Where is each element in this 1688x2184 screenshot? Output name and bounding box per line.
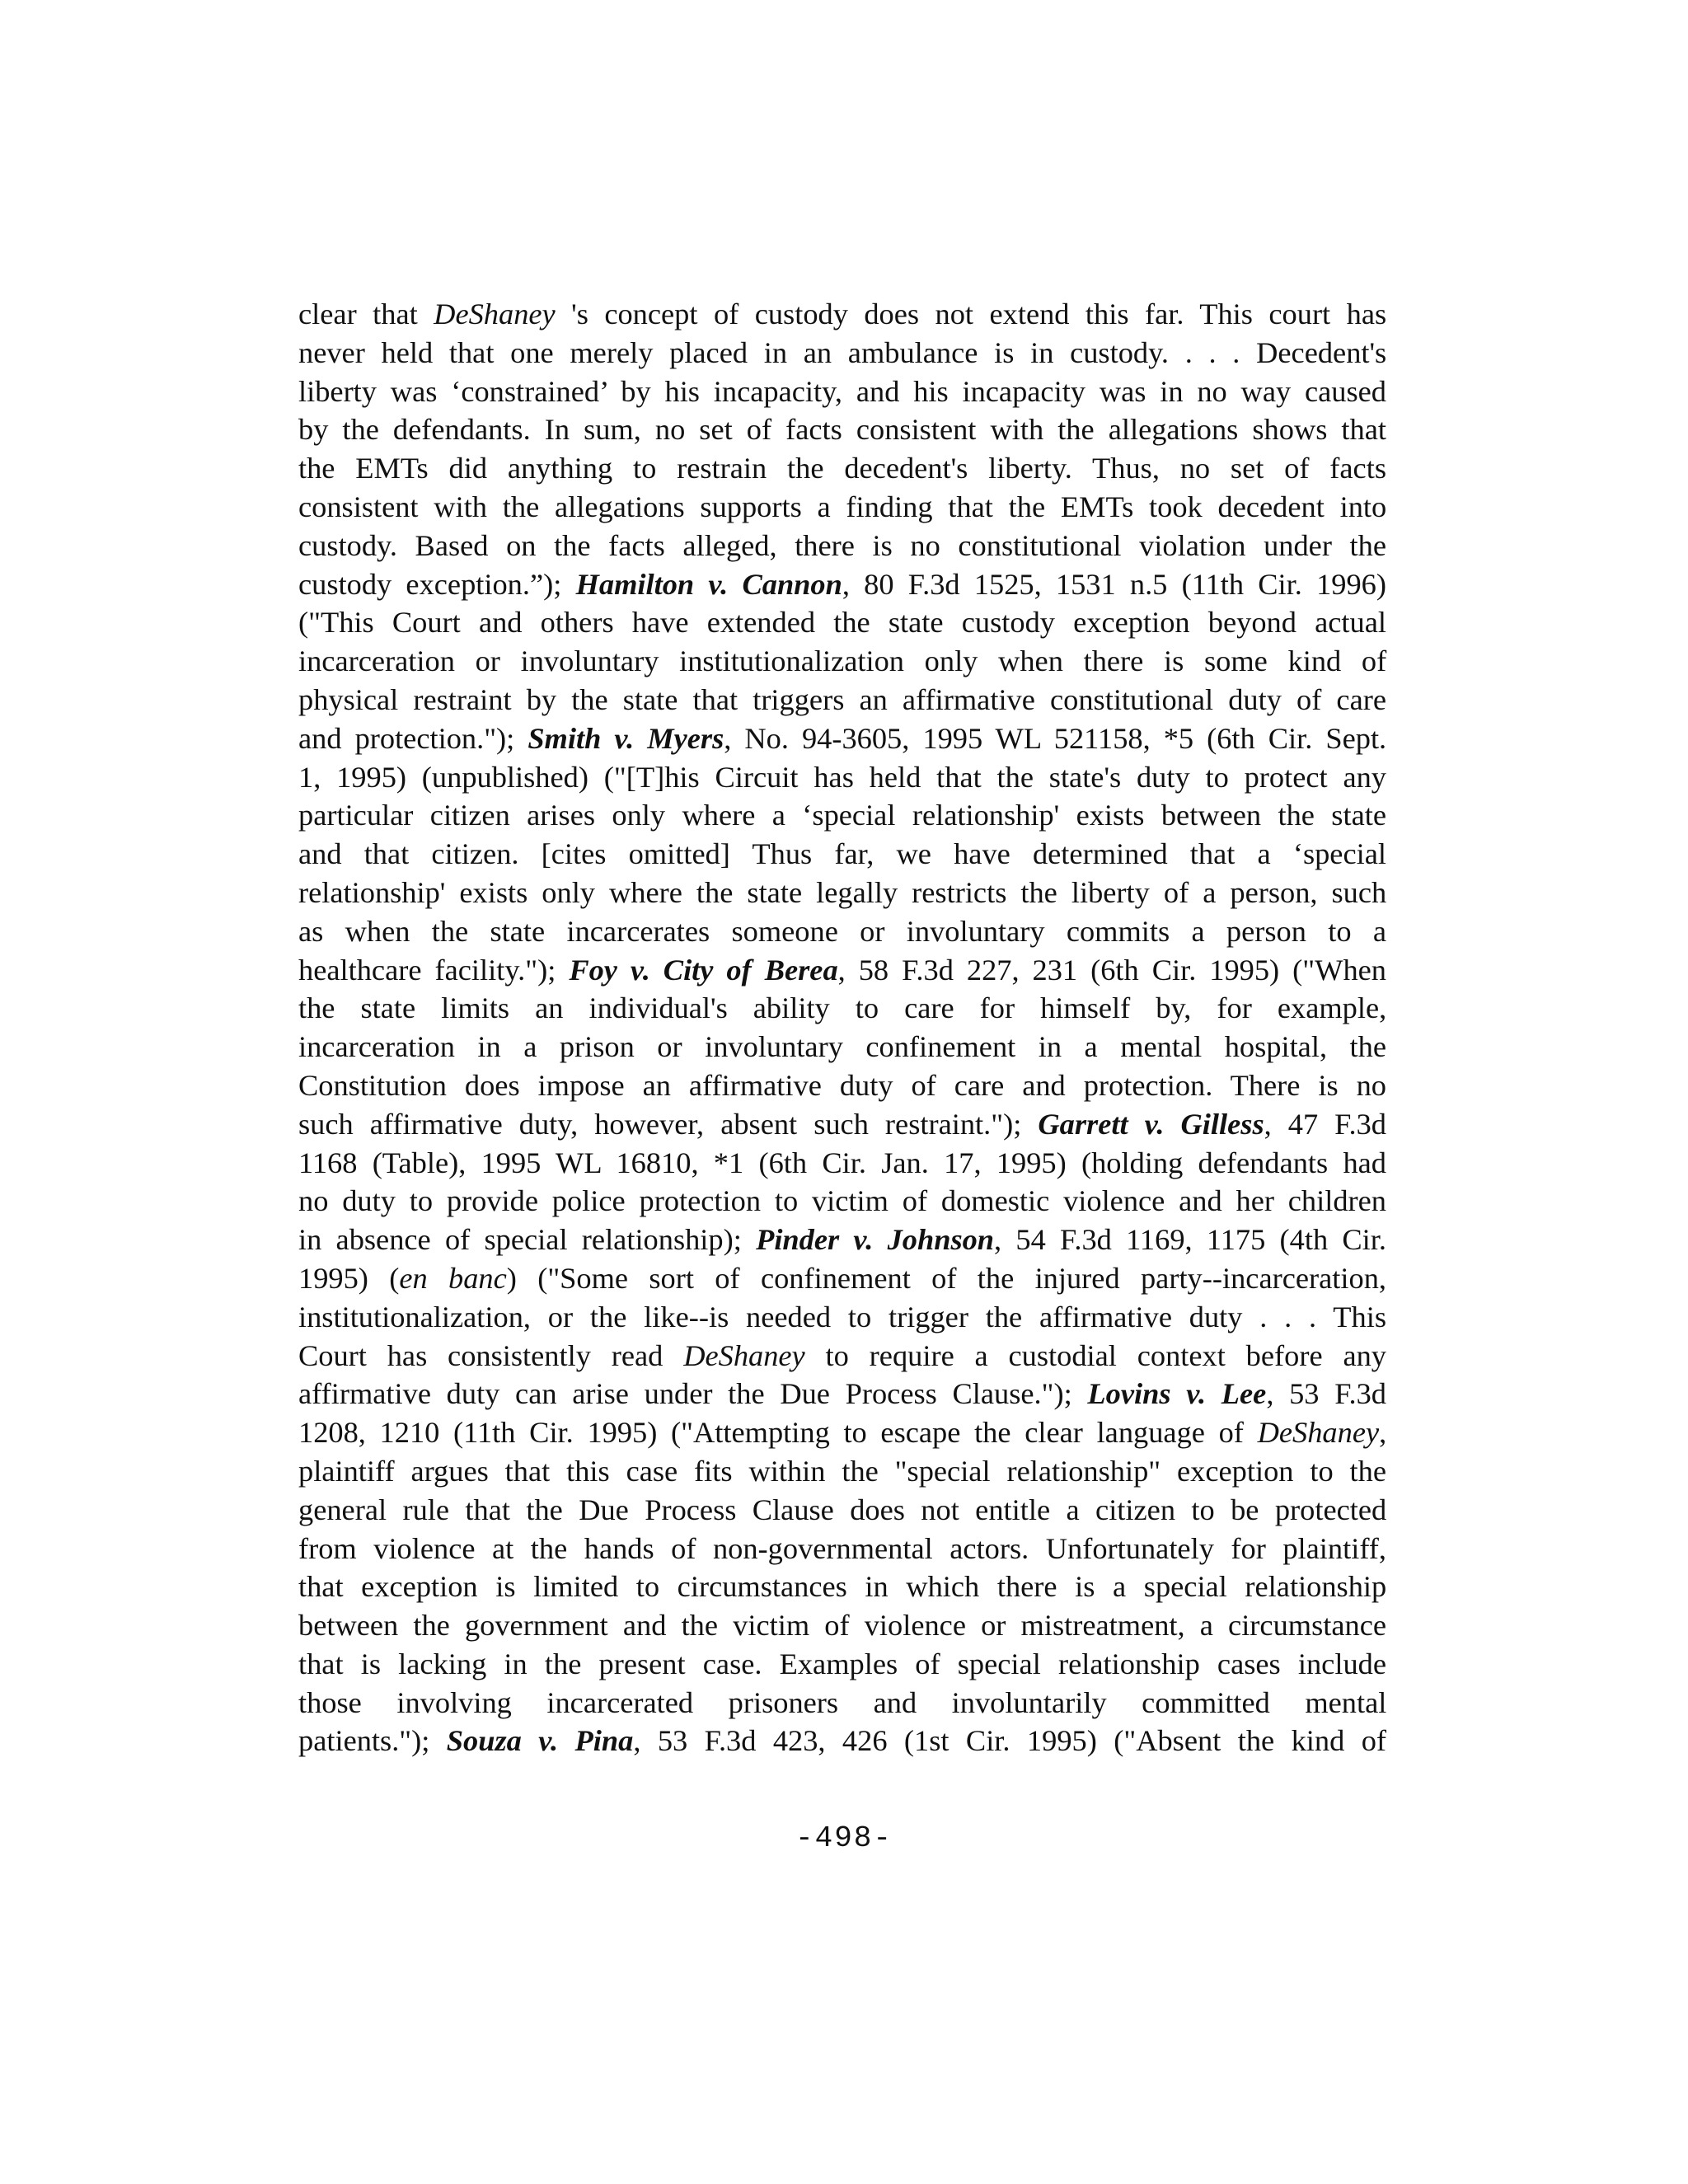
text-segment: custody exception.”);: [298, 567, 576, 601]
text-segment: that exception is limited to circumstances in which there is a special relationship: [298, 1570, 1387, 1604]
text-segment: those involving incarcerated prisoners and involuntarily committed mental: [298, 1685, 1387, 1719]
text-line: [298, 1413, 1386, 1452]
text-line: [298, 1568, 1386, 1606]
text-line: [298, 989, 1386, 1028]
text-segment: no duty to provide police protection to victim of domestic violence and her children: [298, 1184, 1386, 1218]
text-segment: physical restraint by the state that triggers an affirmative constitutional duty of care: [298, 682, 1386, 716]
text-line: [298, 1722, 1386, 1760]
text-segment: and protection.");: [298, 721, 528, 755]
body-text: [298, 295, 1386, 1760]
case-name: Souza v. Pina: [446, 1724, 634, 1758]
text-segment: ) ("Some sort of confinement of the injured party--incarceration,: [506, 1261, 1386, 1295]
text-line: [298, 796, 1386, 835]
text-line: [298, 835, 1386, 874]
case-name: Garrett v. Gilless: [1038, 1107, 1264, 1141]
text-segment: , No. 94-3605, 1995 WL 521158, *5 (6th Cir. Sept.: [724, 721, 1387, 755]
text-segment: , 58 F.3d 227, 231 (6th Cir. 1995) ("When: [837, 953, 1387, 987]
text-line: [298, 951, 1386, 990]
text-line: [298, 1375, 1386, 1413]
text-segment: , 53 F.3d 423, 426 (1st Cir. 1995) ("Absent the kind of: [633, 1724, 1387, 1758]
text-line: [298, 410, 1386, 449]
text-segment: relationship' exists only where the state legally restricts the liberty of a person, such: [298, 875, 1387, 909]
text-line: [298, 719, 1386, 758]
text-line: [298, 1028, 1386, 1066]
page-number: -498-: [795, 1821, 893, 1855]
text-line: [298, 527, 1386, 565]
text-segment: consistent with the allegations supports a finding that the EMTs took decedent into: [298, 490, 1387, 523]
text-segment: liberty was ‘constrained’ by his incapacity, and his incapacity was in no way caused: [298, 374, 1386, 408]
text-line: [298, 603, 1386, 642]
text-segment: to require a custodial context before any: [804, 1338, 1386, 1372]
text-segment: between the government and the victim of violence or mistreatment, a circumstance: [298, 1609, 1386, 1643]
text-segment: 1, 1995) (unpublished) ("[T]his Circuit has held that the state's duty to protect any: [298, 760, 1386, 794]
text-segment: , 47 F.3d: [1264, 1107, 1386, 1141]
text-line: [298, 1452, 1386, 1491]
text-line: [298, 1105, 1386, 1144]
text-segment: , 53 F.3d: [1266, 1377, 1387, 1411]
text-line: [298, 1182, 1386, 1221]
text-segment: ,: [1379, 1416, 1387, 1450]
text-segment: in absence of special relationship);: [298, 1223, 757, 1257]
text-segment: general rule that the Due Process Clause does not entitle a citizen to be protected: [298, 1493, 1387, 1526]
text-segment: from violence at the hands of non-governmental actors. Unfortunately for plaintiff,: [298, 1531, 1386, 1565]
text-segment: Court has consistently read: [298, 1338, 684, 1372]
text-segment: incarceration in a prison or involuntary confinement in a mental hospital, the: [298, 1030, 1386, 1064]
text-line: [298, 1066, 1386, 1105]
text-segment: ("This Court and others have extended the state custody exception beyond actual: [298, 606, 1386, 640]
text-line: [298, 1221, 1386, 1259]
text-line: [298, 1337, 1386, 1376]
text-line: [298, 1144, 1386, 1183]
text-segment: 1208, 1210 (11th Cir. 1995) ("Attempting to escape the clear language of: [298, 1416, 1258, 1450]
text-line: [298, 1491, 1386, 1530]
text-segment: as when the state incarcerates someone or involuntary commits a person to a: [298, 914, 1386, 948]
text-segment: plaintiff argues that this case fits within the "special relationship" exception to the: [298, 1454, 1386, 1488]
italic-text: DeShaney: [1257, 1416, 1380, 1450]
italic-text: en banc: [399, 1261, 507, 1295]
text-line: [298, 1645, 1386, 1684]
italic-text: DeShaney: [683, 1338, 805, 1372]
text-line: [298, 758, 1386, 797]
case-name: Foy v. City of Berea: [569, 953, 838, 987]
text-line: [298, 912, 1386, 951]
text-line: [298, 874, 1386, 912]
text-line: [298, 642, 1386, 681]
text-line: [298, 1259, 1386, 1298]
text-segment: never held that one merely placed in an ambulance is in custody. . . . Decedent's: [298, 335, 1387, 369]
text-segment: institutionalization, or the like--is needed to trigger the affirmative duty . . . This: [298, 1300, 1386, 1333]
text-segment: the EMTs did anything to restrain the decedent's liberty. Thus, no set of facts: [298, 452, 1386, 485]
text-line: [298, 1606, 1386, 1645]
case-name: Smith v. Myers: [528, 721, 724, 755]
text-line: [298, 1530, 1386, 1568]
text-line: [298, 295, 1386, 334]
text-line: [298, 1298, 1386, 1337]
text-segment: 1995) (: [298, 1261, 400, 1295]
text-segment: the state limits an individual's ability to care for himself by, for example,: [298, 991, 1387, 1025]
text-line: [298, 334, 1386, 373]
text-segment: by the defendants. In sum, no set of facts consistent with the allegations shows that: [298, 413, 1386, 447]
text-segment: incarceration or involuntary institutionalization only when there is some kind of: [298, 644, 1387, 678]
text-segment: particular citizen arises only where a ‘special relationship' exists between the state: [298, 799, 1386, 832]
text-segment: such affirmative duty, however, absent such restraint.");: [298, 1107, 1039, 1141]
case-name: Lovins v. Lee: [1087, 1377, 1267, 1411]
text-segment: healthcare facility.");: [298, 953, 570, 987]
text-segment: clear that: [298, 298, 434, 330]
text-segment: 1168 (Table), 1995 WL 16810, *1 (6th Cir. Jan. 17, 1995) (holding defendants had: [298, 1146, 1386, 1179]
text-segment: patients.");: [298, 1724, 447, 1758]
text-segment: affirmative duty can arise under the Due Process Clause.");: [298, 1377, 1088, 1411]
text-line: [298, 449, 1386, 488]
text-segment: Constitution does impose an affirmative duty of care and protection. There is no: [298, 1068, 1386, 1102]
text-segment: custody. Based on the facts alleged, there is no constitutional violation under the: [298, 528, 1386, 562]
text-segment: , 54 F.3d 1169, 1175 (4th Cir.: [994, 1223, 1386, 1257]
text-line: [298, 565, 1386, 604]
text-line: [298, 373, 1386, 411]
text-line: [298, 488, 1386, 527]
text-segment: 's concept of custody does not extend this far. This court has: [555, 298, 1387, 330]
text-line: [298, 1684, 1386, 1722]
case-name: Pinder v. Johnson: [756, 1223, 995, 1257]
text-segment: and that citizen. [cites omitted] Thus far, we have determined that a ‘special: [298, 837, 1386, 871]
case-name: Hamilton v. Cannon: [575, 567, 842, 601]
italic-text: DeShaney: [434, 298, 556, 330]
text-line: [298, 681, 1386, 719]
text-segment: that is lacking in the present case. Examples of special relationship cases include: [298, 1647, 1386, 1680]
text-segment: , 80 F.3d 1525, 1531 n.5 (11th Cir. 1996): [842, 567, 1386, 601]
